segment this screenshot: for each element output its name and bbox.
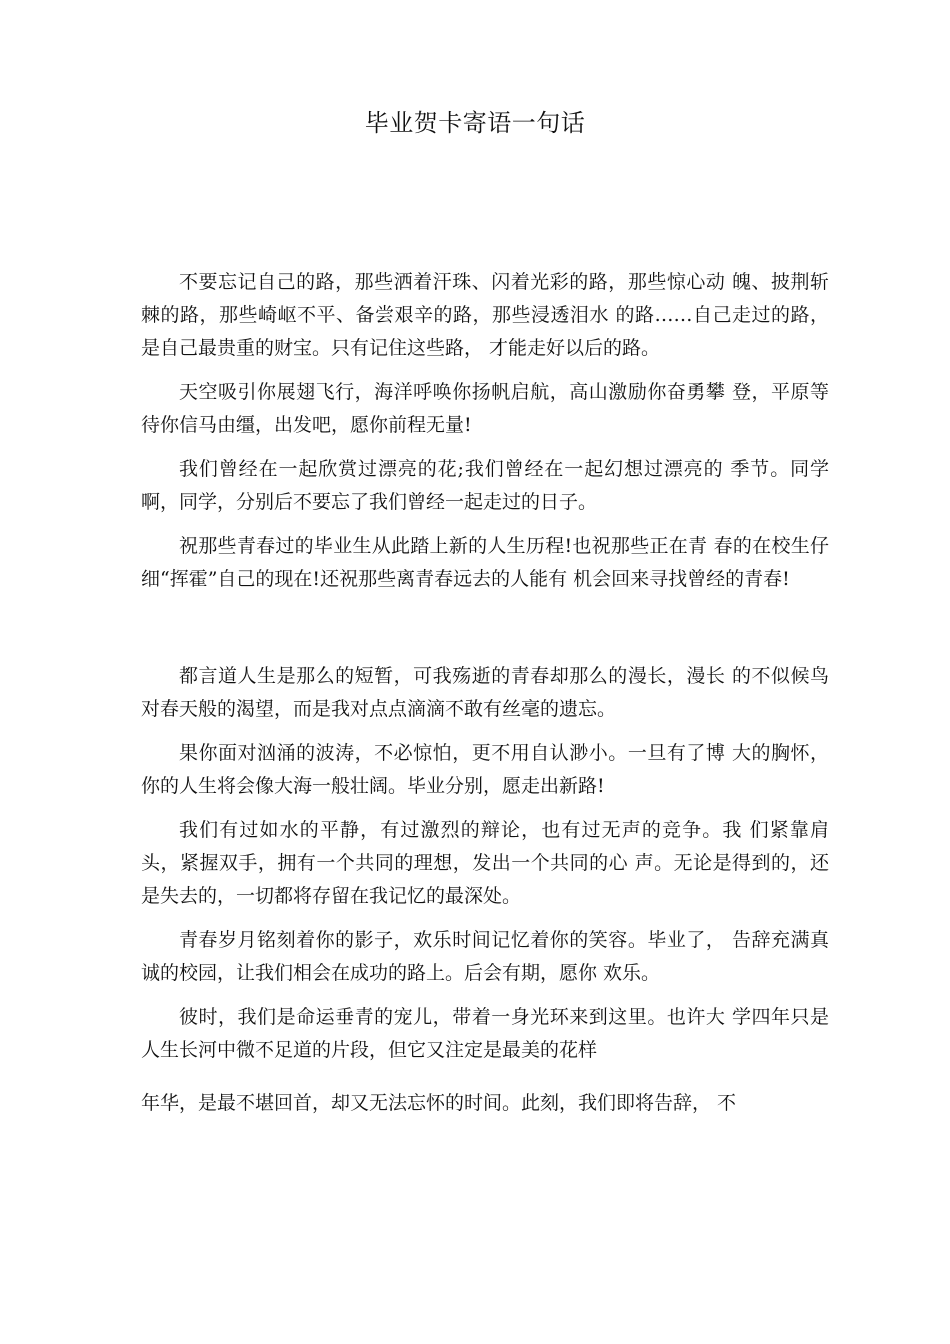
paragraph-10: 年华，是最不堪回首，却又无法忘怀的时间。此刻，我们即将告辞， 不 — [141, 1092, 737, 1114]
paragraph-1: 不要忘记自己的路，那些洒着汗珠、闪着光彩的路，那些惊心动 魄、披荆斩棘的路，那些崎岖不平、备尝艰辛的路，那些浸透泪水 的路……自己走过的路，是自己最贵重的财宝。只有记住这些路， 才能走好以后的路。 — [141, 271, 829, 359]
paragraph-7: 我们有过如水的平静，有过激烈的辩论，也有过无声的竞争。我 们紧靠肩头，紧握双手，拥有一个共同的理想，发出一个共同的心 声。无论是得到的，还是失去的，一切都将存留在我记忆的最深处。 — [141, 819, 829, 907]
paragraph-3: 我们曾经在一起欣赏过漂亮的花;我们曾经在一起幻想过漂亮的 季节。同学啊，同学，分别后不要忘了我们曾经一起走过的日子。 — [141, 458, 829, 513]
paragraph-2: 天空吸引你展翅飞行，海洋呼唤你扬帆启航，高山激励你奋勇攀 登，平原等待你信马由缰，出发吧，愿你前程无量! — [141, 381, 829, 436]
paragraph-6: 果你面对汹涌的波涛，不必惊怕，更不用自认渺小。一旦有了博 大的胸怀，你的人生将会像大海一般壮阔。毕业分别，愿走出新路! — [141, 742, 829, 797]
paragraph-4: 祝那些青春过的毕业生从此踏上新的人生历程!也祝那些正在青 春的在校生仔细“挥霍”自己的现在!还祝那些离青春远去的人能有 机会回来寻找曾经的青春! — [141, 535, 829, 590]
document-body — [141, 266, 829, 1131]
paragraph-8: 青春岁月铭刻着你的影子，欢乐时间记忆着你的笑容。毕业了， 告辞充满真诚的校园，让我们相会在成功的路上。后会有期，愿你 欢乐。 — [141, 929, 829, 984]
paragraph-5: 都言道人生是那么的短暂，可我殇逝的青春却那么的漫长，漫长 的不似候鸟对春天般的渴望，而是我对点点滴滴不敢有丝毫的遗忘。 — [141, 665, 829, 720]
document-title: 毕业贺卡寄语一句话 — [364, 109, 586, 137]
paragraph-9: 彼时，我们是命运垂青的宠儿，带着一身光环来到这里。也许大 学四年只是人生长河中微不足道的片段，但它又注定是最美的花样 — [141, 1006, 829, 1061]
